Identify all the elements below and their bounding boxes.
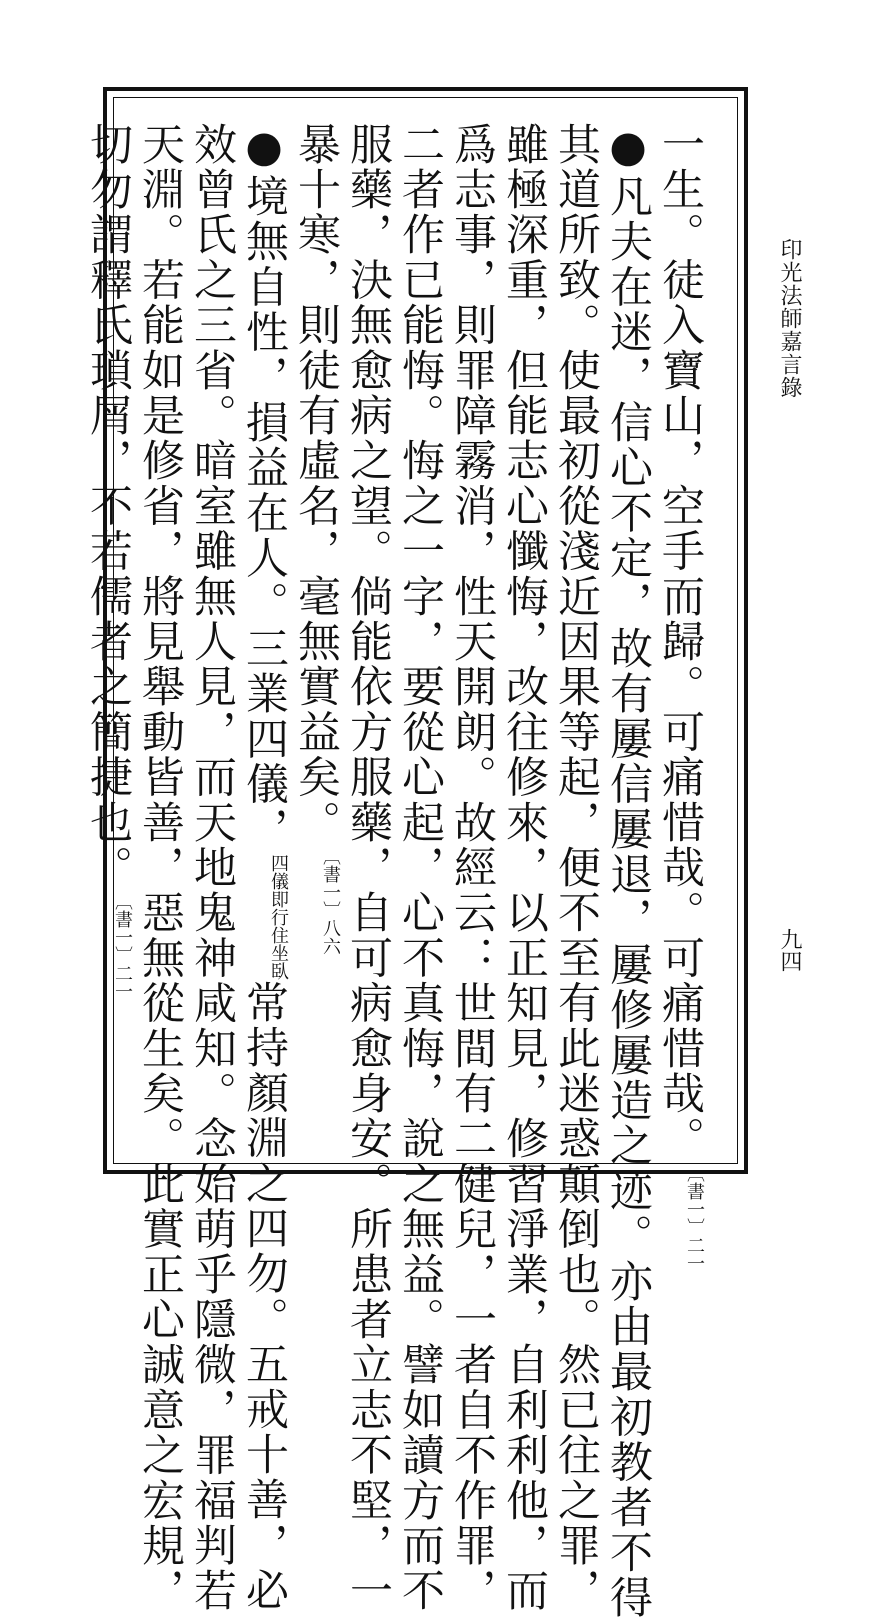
text-column: 效曾氏之三省。暗室雖無人見，而天地鬼神咸知。念始萌乎隱微，罪福判若 <box>187 122 237 1614</box>
text-column: 二者作已能悔。悔之一字，要從心起，心不真悔，說之無益。譬如讀方而不 <box>395 122 445 1614</box>
text-column: ●境無自性，損益在人。三業四儀，四儀即行住坐臥常持顏淵之四勿。五戒十善，必 <box>239 122 289 1614</box>
book-title: 印光法師嘉言錄 <box>777 238 802 399</box>
text-column: 服藥，決無愈病之望。倘能依方服藥，自可病愈身安。所患者立志不堅，一 <box>343 122 393 1614</box>
text-column: 雖極深重，但能志心懺悔，改往修來，以正知見，修習淨業，自利利他，而 <box>499 122 549 1614</box>
text-column: 爲志事，則罪障霧消，性天開朗。故經云：世間有二健兒，一者自不作罪， <box>447 122 497 1614</box>
source-note: 〔書一〕八六 <box>320 847 341 956</box>
text-column: 天淵。若能如是修省，將見舉動皆善，惡無從生矣。此實正心誠意之宏規， <box>135 122 185 1614</box>
text-column: ●凡夫在迷，信心不定，故有屢信屢退，屢修屢造之迹。亦由最初教者不得 <box>603 122 653 1621</box>
page-number: 九四 <box>777 928 802 972</box>
source-note: 〔書一〕二一 <box>112 892 133 1001</box>
source-note: 〔書一〕二一 <box>684 1163 705 1272</box>
inline-annotation: 四儀即行住坐臥 <box>268 854 289 981</box>
text-column: 其道所致。使最初從淺近因果等起，便不至有此迷惑顛倒也。然已往之罪， <box>551 122 601 1614</box>
text-column: 切勿謂釋氏瑣屑，不若儒者之簡捷也。〔書一〕二一 <box>83 122 133 1001</box>
text-column: 一生。徒入寶山，空手而歸。可痛惜哉。可痛惜哉。〔書一〕二一 <box>655 122 705 1272</box>
text-column: 暴十寒，則徒有虛名，毫無實益矣。〔書一〕八六 <box>291 122 341 956</box>
